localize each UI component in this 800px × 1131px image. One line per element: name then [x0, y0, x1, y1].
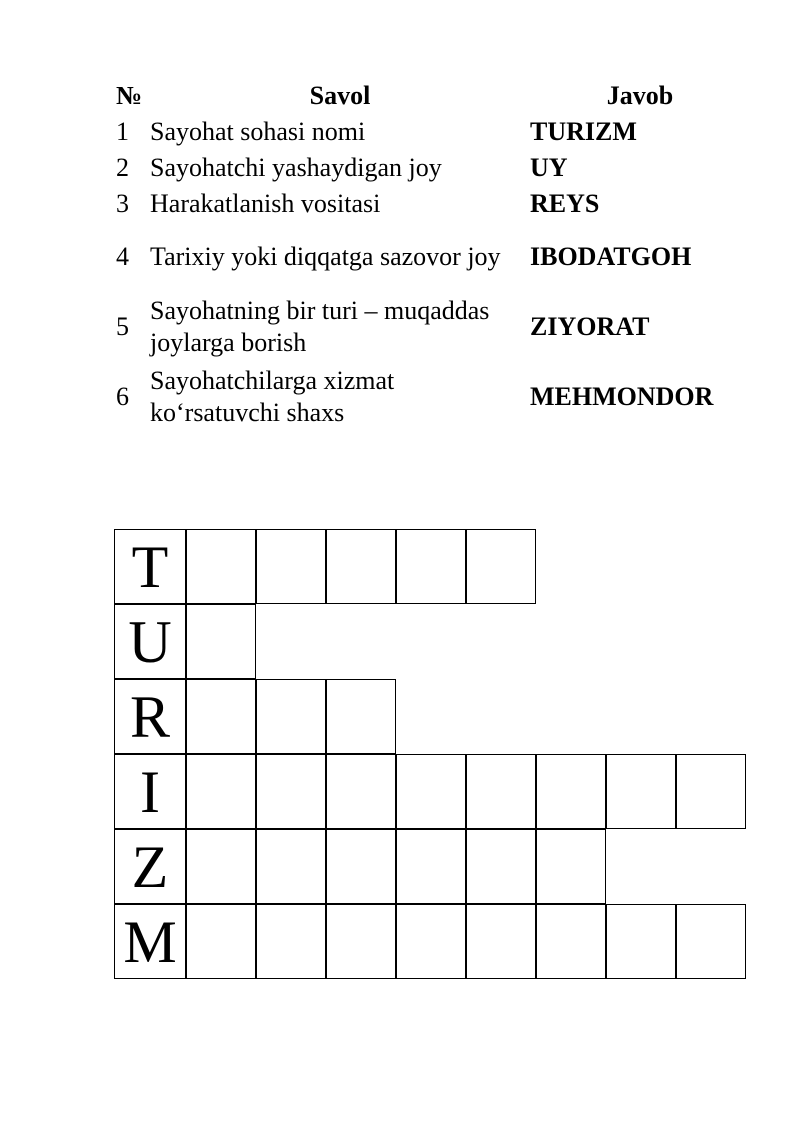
table-row: [110, 150, 750, 186]
crossword-empty-cell: [256, 679, 326, 754]
crossword-letter-cell: R: [114, 679, 186, 754]
row-number: 3: [116, 189, 129, 218]
table-row: [110, 114, 750, 150]
header-question: Savol: [309, 81, 371, 110]
crossword-empty-cell: [186, 604, 256, 679]
crossword-empty-cell: [466, 529, 536, 604]
crossword-empty-cell: [466, 829, 536, 904]
row-answer: REYS: [530, 189, 600, 218]
crossword-empty-cell: [186, 679, 256, 754]
row-number: 4: [116, 242, 129, 271]
table-row: [110, 186, 750, 222]
crossword-empty-cell: [326, 829, 396, 904]
table-row: [110, 292, 750, 362]
crossword-empty-cell: [256, 829, 326, 904]
crossword-empty-cell: [326, 754, 396, 829]
row-question: Sayohat sohasi nomi: [150, 117, 366, 146]
crossword-empty-cell: [466, 904, 536, 979]
header-number: №: [116, 81, 143, 110]
crossword-empty-cell: [256, 529, 326, 604]
table-row: [110, 362, 750, 432]
row-number: 6: [116, 382, 129, 411]
table-header: [110, 78, 750, 114]
crossword-empty-cell: [536, 904, 606, 979]
row-question: Tarixiy yoki diqqatga sazovor joy: [150, 242, 501, 271]
crossword-empty-cell: [186, 904, 256, 979]
crossword-empty-cell: [256, 904, 326, 979]
header-answer: Javob: [606, 81, 674, 110]
crossword-letter-cell: M: [114, 904, 186, 979]
crossword-letter-cell: T: [114, 529, 186, 604]
row-number: 5: [116, 312, 129, 341]
table-row: [110, 222, 750, 292]
crossword-empty-cell: [186, 829, 256, 904]
row-question: Harakatlanish vositasi: [150, 189, 381, 218]
row-number: 2: [116, 153, 129, 182]
crossword-empty-cell: [396, 754, 466, 829]
row-answer: MEHMONDOR: [530, 382, 714, 411]
crossword-empty-cell: [606, 754, 676, 829]
row-answer: IBODATGOH: [530, 242, 692, 271]
crossword-empty-cell: [606, 904, 676, 979]
crossword-empty-cell: [466, 754, 536, 829]
crossword-empty-cell: [186, 529, 256, 604]
row-answer: UY: [530, 153, 568, 182]
crossword-empty-cell: [326, 679, 396, 754]
crossword-empty-cell: [536, 829, 606, 904]
row-number: 1: [116, 117, 129, 146]
question-answer-table: [110, 78, 750, 432]
crossword-empty-cell: [396, 529, 466, 604]
crossword-empty-cell: [396, 904, 466, 979]
crossword-letter-cell: Z: [114, 829, 186, 904]
crossword-letter-cell: U: [114, 604, 186, 679]
row-question: Sayohatchilarga xizmat ko‘rsatuvchi shaxs: [150, 366, 395, 427]
crossword-empty-cell: [396, 829, 466, 904]
row-answer: TURIZM: [530, 117, 637, 146]
crossword-empty-cell: [676, 904, 746, 979]
crossword-empty-cell: [676, 754, 746, 829]
crossword-empty-cell: [326, 904, 396, 979]
crossword-empty-cell: [536, 754, 606, 829]
row-question: Sayohatning bir turi – muqaddas joylarga borish: [150, 296, 490, 357]
crossword-empty-cell: [186, 754, 256, 829]
crossword-empty-cell: [326, 529, 396, 604]
crossword-empty-cell: [256, 754, 326, 829]
row-question: Sayohatchi yashaydigan joy: [150, 153, 442, 182]
row-answer: ZIYORAT: [530, 312, 650, 341]
crossword-letter-cell: I: [114, 754, 186, 829]
